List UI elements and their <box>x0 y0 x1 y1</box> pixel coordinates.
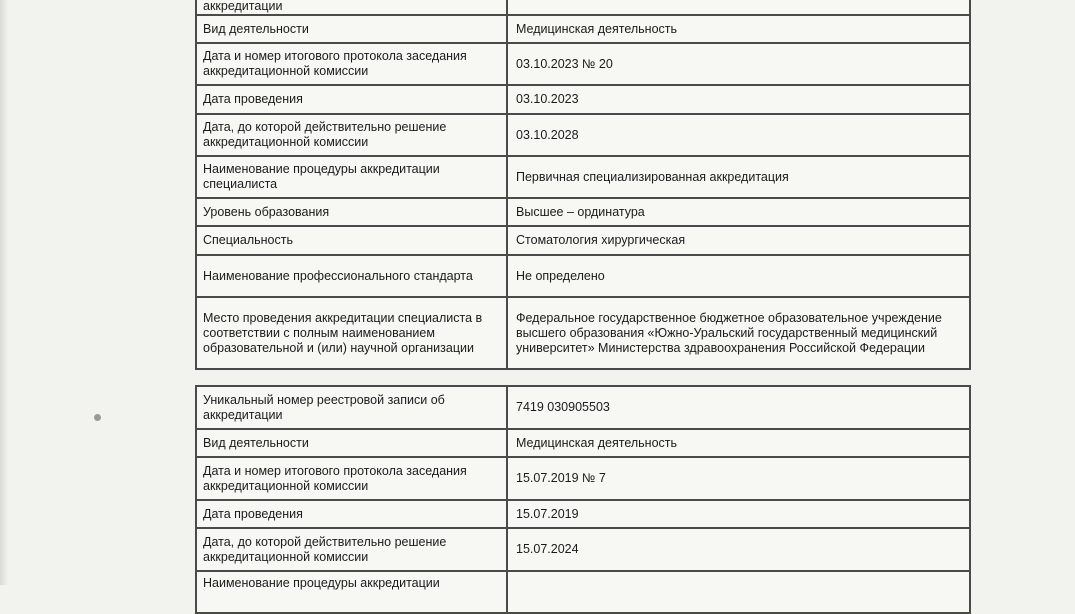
table-row <box>196 297 970 369</box>
table-row <box>196 500 970 528</box>
table-row <box>196 528 970 571</box>
table-row <box>196 386 970 429</box>
table-row <box>196 429 970 457</box>
row-value: 03.10.2028 <box>507 114 970 156</box>
scanned-page-edge <box>0 0 8 585</box>
row-value: Высшее – ординатура <box>507 198 970 226</box>
row-label: Дата, до которой действительно решение аккредитационной комиссии <box>196 114 507 156</box>
row-label: Дата, до которой действительно решение аккредитационной комиссии <box>196 528 507 571</box>
row-value: 03.10.2023 № 20 <box>507 43 970 85</box>
table-row <box>196 457 970 500</box>
row-label: аккредитации <box>196 0 507 15</box>
row-label: Специальность <box>196 226 507 255</box>
table-row <box>196 43 970 85</box>
row-label: Наименование профессионального стандарта <box>196 255 507 297</box>
row-label: Вид деятельности <box>196 429 507 457</box>
row-label: Дата проведения <box>196 85 507 114</box>
row-label: Место проведения аккредитации специалиста в соответствии с полным наименованием образовательной и (или) научной организации <box>196 297 507 369</box>
row-value: Не определено <box>507 255 970 297</box>
table-row <box>196 114 970 156</box>
row-value: 15.07.2024 <box>507 528 970 571</box>
row-value: 7419 030905503 <box>507 386 970 429</box>
row-value: Стоматология хирургическая <box>507 226 970 255</box>
table-row <box>196 198 970 226</box>
table-row <box>196 571 970 613</box>
row-value: Первичная специализированная аккредитация <box>507 156 970 198</box>
table-row <box>196 226 970 255</box>
row-label: Уровень образования <box>196 198 507 226</box>
accreditation-record-table-1 <box>195 0 971 370</box>
row-label: Наименование процедуры аккредитации специалиста <box>196 156 507 198</box>
table-row <box>196 0 970 15</box>
row-label: Вид деятельности <box>196 15 507 43</box>
row-label: Дата проведения <box>196 500 507 528</box>
row-value: 15.07.2019 <box>507 500 970 528</box>
row-value: Медицинская деятельность <box>507 15 970 43</box>
scan-speck <box>94 414 101 421</box>
table-row <box>196 15 970 43</box>
row-value <box>507 571 970 613</box>
row-label: Дата и номер итогового протокола заседания аккредитационной комиссии <box>196 43 507 85</box>
table-row <box>196 255 970 297</box>
row-value <box>507 0 970 15</box>
row-label: Уникальный номер реестровой записи об аккредитации <box>196 386 507 429</box>
row-value: 15.07.2019 № 7 <box>507 457 970 500</box>
table-row <box>196 156 970 198</box>
row-value: Федеральное государственное бюджетное образовательное учреждение высшего образования «Южно-Уральский государственный медицинский университет» Министерства здравоохранения Российской Федерации <box>507 297 970 369</box>
table-row <box>196 85 970 114</box>
row-value: Медицинская деятельность <box>507 429 970 457</box>
row-value: 03.10.2023 <box>507 85 970 114</box>
row-label: Наименование процедуры аккредитации <box>196 571 507 613</box>
row-label: Дата и номер итогового протокола заседания аккредитационной комиссии <box>196 457 507 500</box>
accreditation-record-table-2 <box>195 385 971 614</box>
